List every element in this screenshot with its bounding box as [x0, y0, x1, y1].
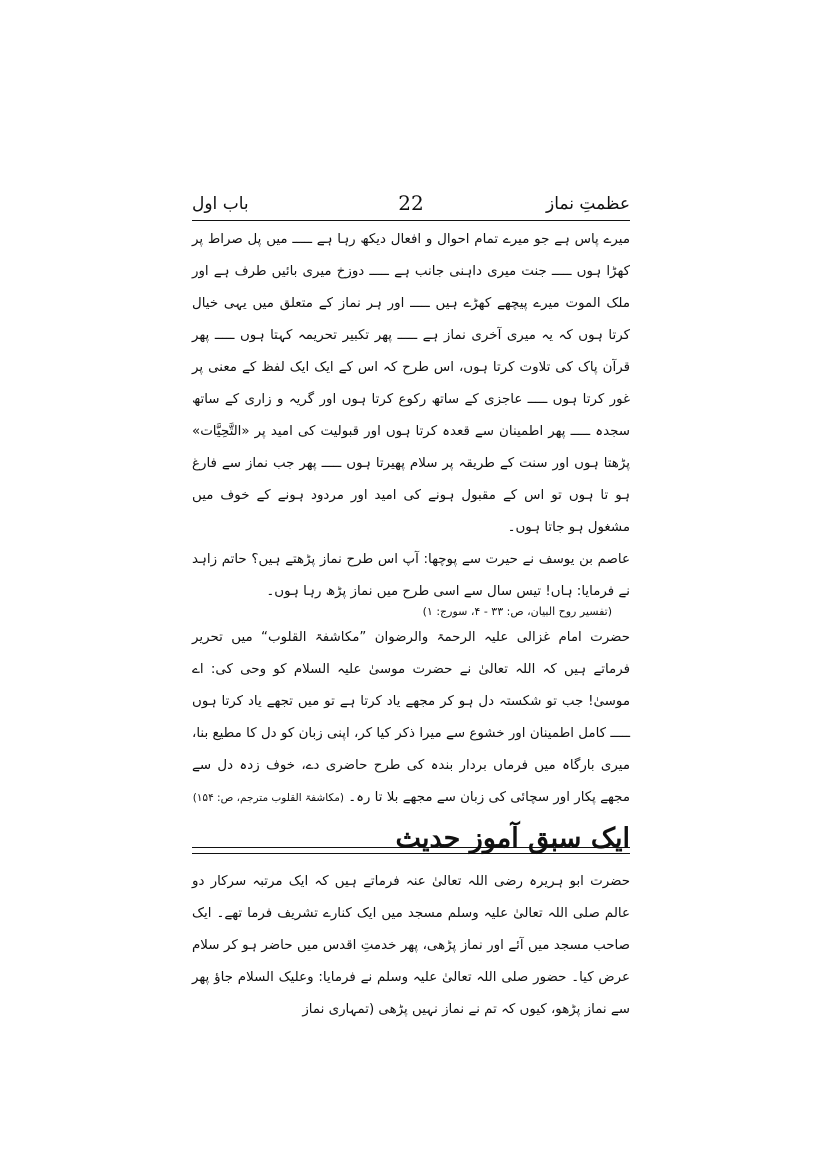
- paragraph-abu-hurairah-hadith: حضرت ابو ہریرہ رضی اللہ تعالیٰ عنہ فرماتے ہیں کہ ایک مرتبہ سرکار دو عالم صلی اللہ تعالیٰ علیہ وسلم مسجد میں ایک کنارے تشریف فرما تھے۔ ایک صاحب مسجد میں آئے اور نماز پڑھی، پھر خدمتِ اقدس میں حاضر ہو کر سلام عرض کیا۔ حضور صلی اللہ تعالیٰ علیہ وسلم نے فرمایا: وعلیک السلام جاؤ پھر سے نماز پڑھو، کیوں کہ تم نے نماز نہیں پڑھی (تمہاری نماز: [192, 874, 630, 1017]
- paragraph-hatim-prayer: میرے پاس ہے جو میرے تمام احوال و افعال دیکھ رہا ہے ـــــ میں پل صراط پر کھڑا ہوں ـــــ جنت میری داہنی جانب ہے ـــــ دوزخ میری بائیں طرف ہے اور ملک الموت میرے پیچھے کھڑے ہیں ـــــ اور ہر نماز کے متعلق میں یہی خیال کرتا ہوں کہ یہ میری آخری نماز ہے ـــــ پھر تکبیر تحریمہ کہتا ہوں ـــــ پھر قرآن پاک کی تلاوت کرتا ہوں، اس طرح کہ اس کے ایک ایک لفظ کے معنی پر غور کرتا ہوں ـــــ عاجزی کے ساتھ رکوع کرتا ہوں اور گریہ و زاری کے ساتھ سجدہ ـــــ پھر اطمینان سے قعدہ کرتا ہوں اور قبولیت کی امید پر «التَّحِیَّات» پڑھتا ہوں اور سنت کے طریقہ پر سلام پھیرتا ہوں ـــــ پھر جب نماز سے فارغ ہو تا ہوں تو اس کے مقبول ہونے کی امید اور مردود ہونے کے خوف میں مشغول ہو جاتا ہوں۔: [192, 232, 630, 535]
- footer-rule-top: [192, 847, 630, 848]
- running-header: [192, 190, 630, 221]
- page-block: [192, 190, 630, 1017]
- section-heading: ایک سبق آموز حدیث: [395, 823, 630, 854]
- citation-ruh-ul-bayan: (تفسیر روح البیان، ص: ۳۳ - ۴، سورج: ۱): [422, 605, 612, 618]
- paragraph-ghazali-text: حضرت امام غزالی علیہ الرحمۃ والرضوان ”مکاشفۃ القلوب“ میں تحریر فرماتے ہیں کہ اللہ تعالیٰ نے حضرت موسیٰ علیہ السلام کو وحی کی: اے موسیٰ! جب تو شکستہ دل ہو کر مجھے یاد کرتا ہے تو میں تجھے یاد کرتا ہوں ـــــ کامل اطمینان اور خشوع سے میرا ذکر کیا کر، اپنی زبان کو دل کا مطیع بنا، میری بارگاہ میں فرماں بردار بندہ کی طرح حاضری دے، خوف زدہ دل سے مجھے پکار اور سچائی کی زبان سے مجھے بلا تا رہ۔: [192, 630, 630, 805]
- book-title: عظمتِ نماز: [546, 194, 630, 214]
- paragraph-ghazali-quote: [192, 622, 630, 814]
- page-number: 22: [398, 191, 424, 215]
- paragraph-asim-question: عاصم بن یوسف نے حیرت سے پوچھا: آپ اس طرح نماز پڑھتے ہیں؟ حاتم زاہد نے فرمایا: ہاں! تیس سال سے اسی طرح میں نماز پڑھ رہا ہوں۔: [192, 552, 630, 599]
- footer-rule-bottom: [192, 853, 630, 854]
- chapter-label: باب اول: [192, 194, 249, 214]
- body-text: [192, 224, 630, 1026]
- citation-mukashafa: (مکاشفۃ القلوب مترجم، ص: ۱۵۴): [192, 792, 344, 804]
